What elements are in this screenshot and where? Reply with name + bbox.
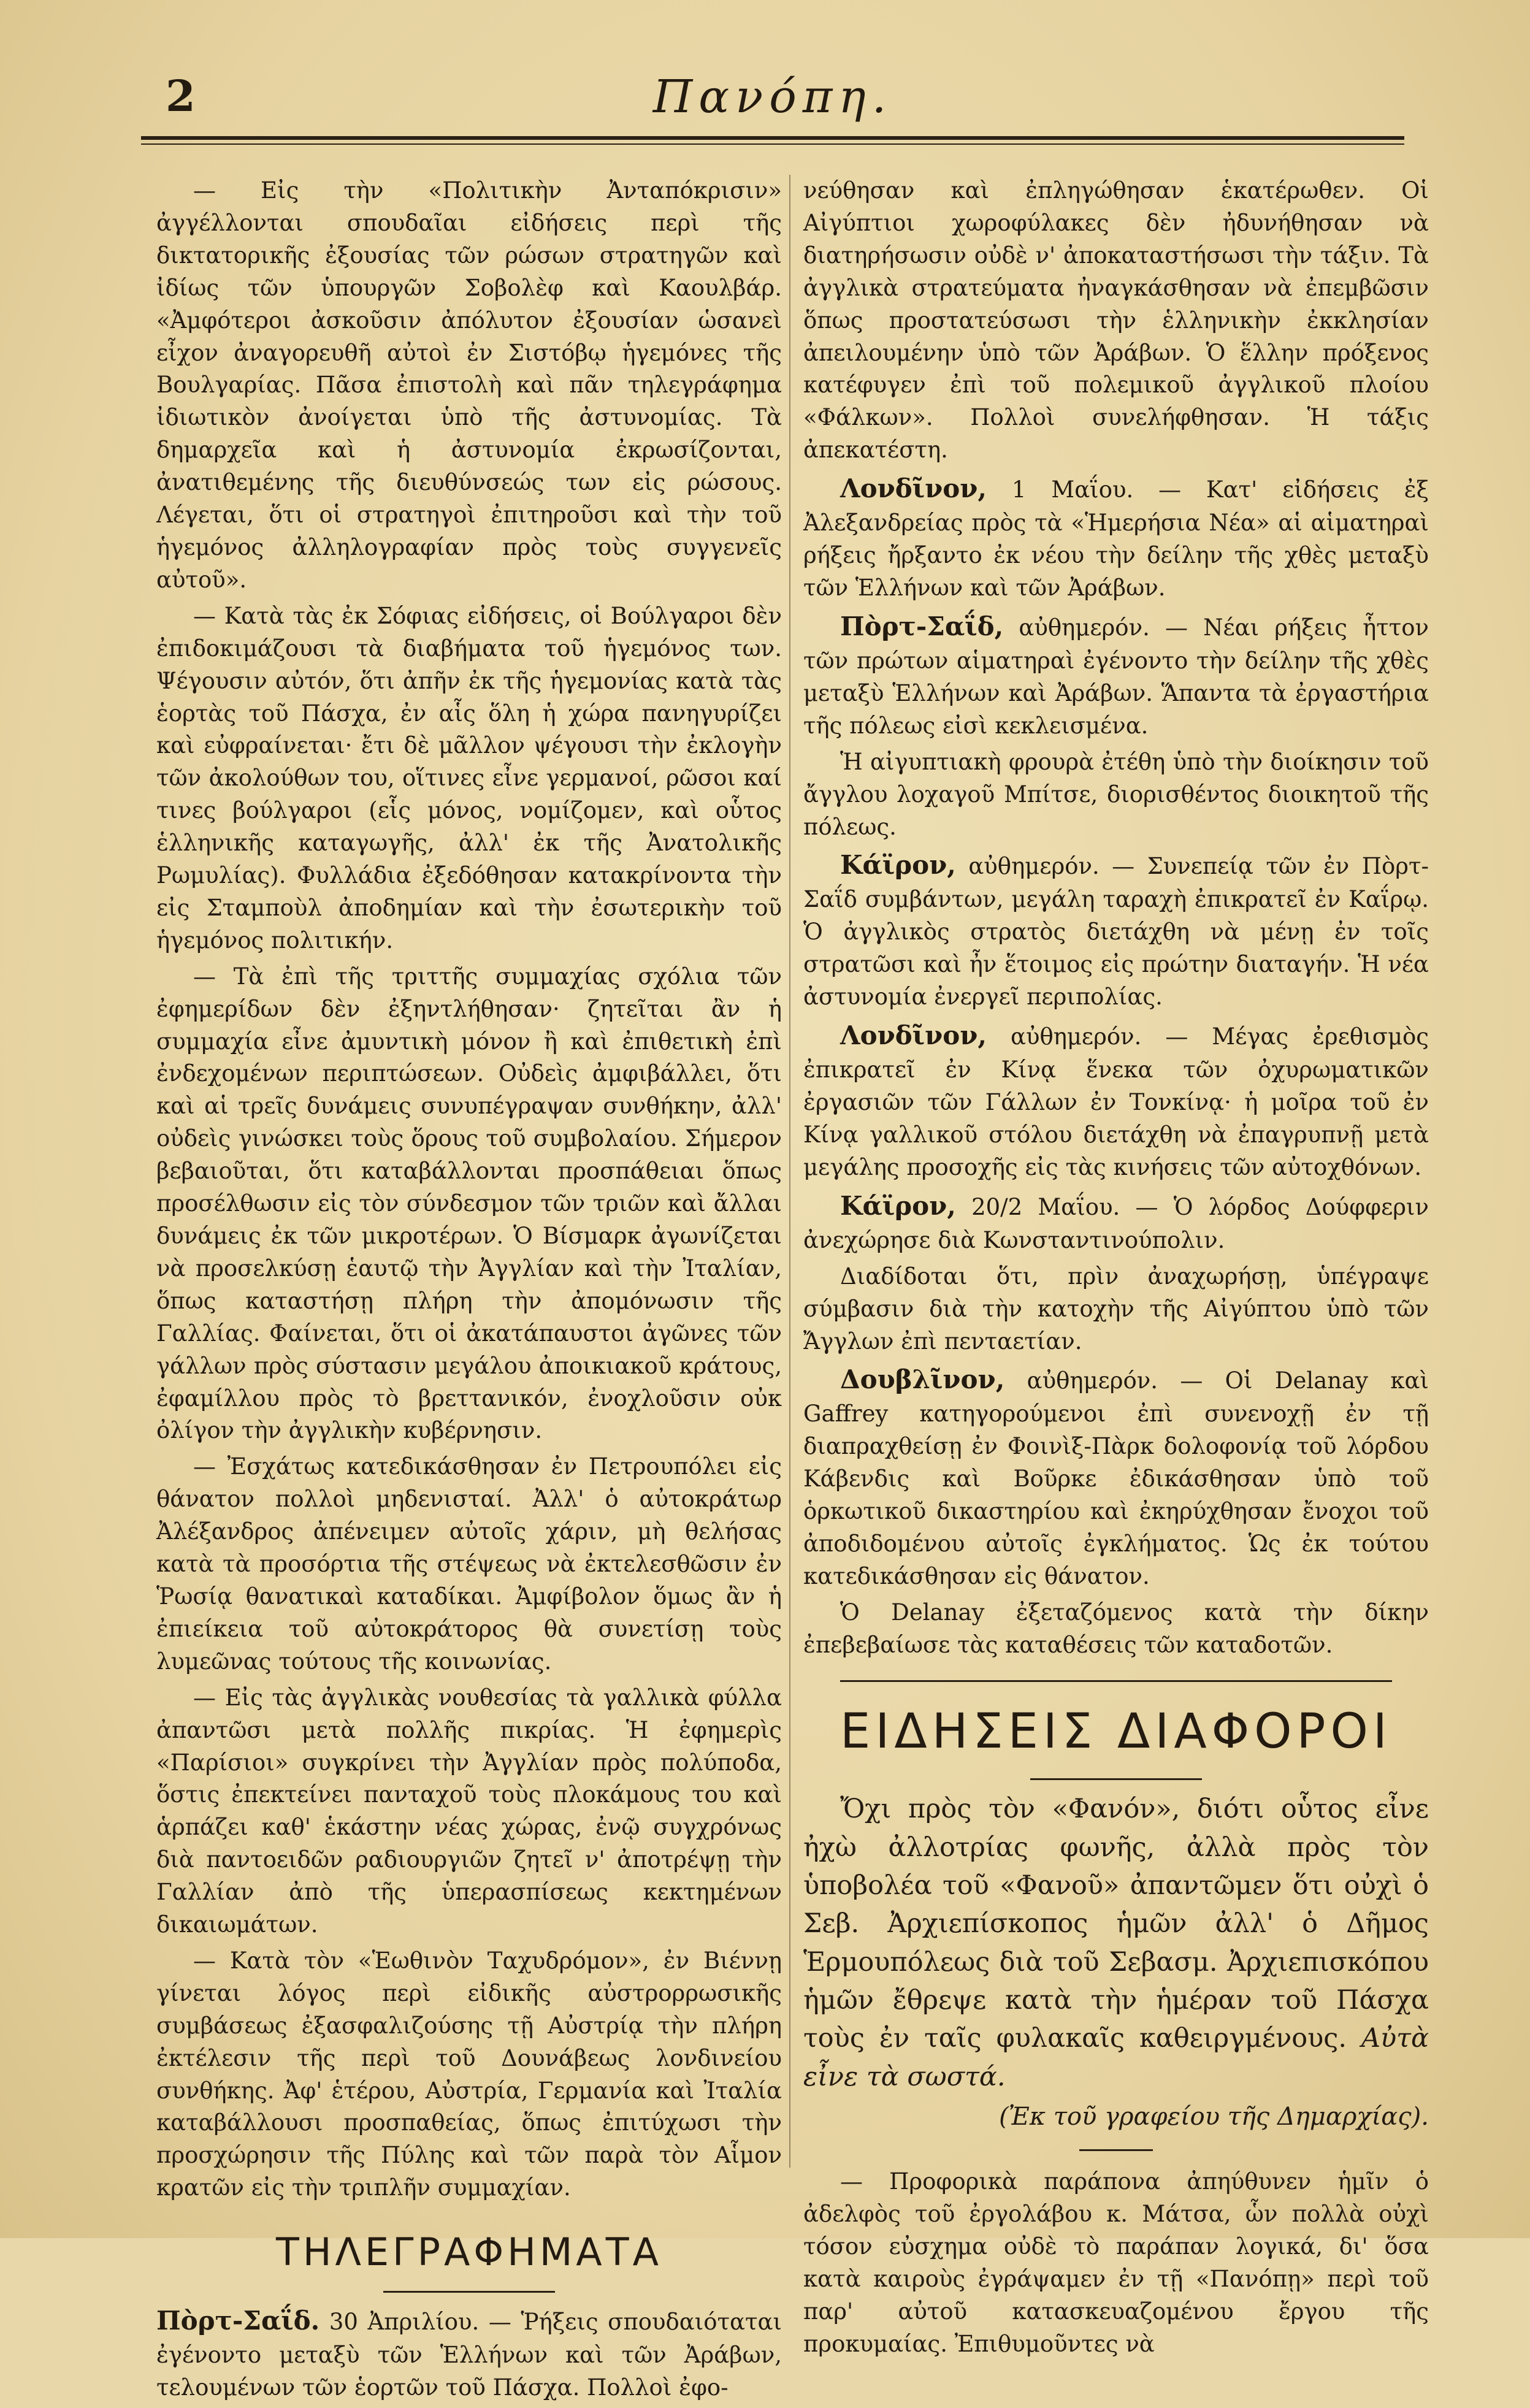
telegram-place: Κάϊρον, (840, 850, 956, 881)
telegram-london-2 (803, 1017, 1429, 1184)
header-rule (141, 136, 1404, 140)
masthead-title: Πανόπη. (652, 71, 893, 123)
article-separator (1079, 2149, 1153, 2151)
telegram-london-1 (803, 470, 1429, 605)
telegram-place: Δουβλῖνον, (840, 1364, 1005, 1395)
diaforoi-heading: ΕΙΔΗΣΕΙΣ ΔΙΑΦΟΡΟΙ (840, 1703, 1392, 1759)
article-petroupolis: — Ἐσχάτως κατεδικάσθησαν ἐν Πετρουπόλει εἰς θάνατον πολλοὶ μηδενισταί. Ἀλλ' ὁ αὐτοκράτωρ Ἀλέξανδρος ἀπένειμεν αὐτοῖς χάριν, μὴ θελήσας κατὰ τὰ προσόρτια τῆς στέψεως νὰ ἐκτελεσθῶσιν ἐν Ῥωσίᾳ θανατικαὶ καταδίκαι. Ἀμφίβολον ὅμως ἂν ἡ ἐπιείκεια τοῦ αὐτοκράτορος θὰ συνετίσῃ τοὺς λυμεῶνας τούτους τῆς κοινωνίας. (156, 1453, 782, 1675)
header-rule-thin (141, 143, 1404, 145)
article-fanos-italic: Αὐτὰ εἶνε τὰ σωστά. (803, 2023, 1429, 2092)
article-alliance: — Τὰ ἐπὶ τῆς τριττῆς συμμαχίας σχόλια τῶν ἐφημερίδων δὲν ἐξηντλήθησαν· ζητεῖται ἂν ἡ συμμαχία εἶνε ἀμυντικὴ μόνον ἢ καὶ ἐπιθετικὴ ἐπὶ ἐνδεχομένων περιπτώσεων. Οὐδεὶς ἀμφιβάλλει, ὅτι καὶ αἱ τρεῖς δυνάμεις συνυπέγραψαν συνθήκην, ἀλλ' οὐδεὶς γινώσκει τοὺς ὅρους τοῦ συμβολαίου. Σήμερον βεβαιοῦται, ὅτι καταβάλλονται προσπάθειαι ὅπως προσέλθωσιν εἰς τὸν σύνδεσμον τῶν τριῶν καὶ ἄλλαι δυνάμεις ἐκ τῶν μικροτέρων. Ὁ Βίσμαρκ ἀγωνίζεται νὰ προσελκύσῃ ἑαυτῷ τὴν Ἀγγλίαν καὶ τὴν Ἰταλίαν, ὅπως καταστήσῃ πλήρη τὴν ἀπομόνωσιν τῆς Γαλλίας. Φαίνεται, ὅτι οἱ ἀκατάπαυστοι ἀγῶνες τῶν γάλλων πρὸς σύστασιν μεγάλου ἀποικιακοῦ κράτους, ἐφαμίλλου πρὸς τὸ βρεττανικόν, ἐνοχλοῦσιν οὐκ ὀλίγον τὴν ἀγγλικὴν κυβέρνησιν. (156, 963, 782, 1444)
telegram-text: 1 Μαΐου. — Κατ' εἰδήσεις ἐξ Ἀλεξανδρείας πρὸς τὰ «Ἡμερήσια Νέα» αἱ αἱματηραὶ ρήξεις ἤρξαντο ἐκ νέου τὴν δείλην τῆς χθὲς μεταξὺ τῶν Ἑλλήνων καὶ τῶν Ἀράβων. (803, 476, 1429, 602)
article-french-papers: — Εἰς τὰς ἀγγλικὰς νουθεσίας τὰ γαλλικὰ φύλλα ἀπαντῶσι μετὰ πολλῆς πικρίας. Ἡ ἐφημερὶς «Παρίσιοι» συγκρίνει τὴν Ἀγγλίαν πρὸς πολύποδα, ὅστις ἐπεκτείνει πανταχοῦ τοὺς πλοκάμους του καὶ ἁρπάζει καθ' ἑκάστην νέας χώρας, ἐνῷ συγχρόνως διὰ παντοειδῶν ραδιουργιῶν ζητεῖ ν' ἀποτρέψῃ τὴν Γαλλίαν ἀπὸ τῆς ὑπερασπίσεως κεκτημένων δικαιωμάτων. (156, 1684, 782, 1938)
telegram-dublin-b: Ὁ Delanay ἐξεταζόμενος κατὰ τὴν δίκην ἐπεβεβαίωσε τὰς καταθέσεις τῶν καταδοτῶν. (803, 1599, 1429, 1658)
telegram-portsaid-1 (156, 2303, 782, 2404)
telegram-cairo-1 (803, 847, 1429, 1014)
article-sofia: — Κατὰ τὰς ἐκ Σόφιας εἰδήσεις, οἱ Βούλγαροι δὲν ἐπιδοκιμάζουσι τὰ διαβήματα τοῦ ἡγεμόνος των. Ψέγουσιν αὐτόν, ὅτι ἀπῆν ἐκ τῆς ἡγεμονίας κατὰ τὰς ἑορτὰς τοῦ Πάσχα, ἐν αἷς ὅλη ἡ χώρα πανηγυρίζει καὶ εὐφραίνεται· ἔτι δὲ μᾶλλον ψέγουσι τὴν ἐκλογὴν τῶν ἀκολούθων του, οἵτινες εἶνε γερμανοί, ρῶσοι καί τινες βούλγαροι (εἷς μόνος, νομίζομεν, καὶ οὗτος ἑλληνικῆς καταγωγῆς, ἀλλ' ἐκ τῆς Ἀνατολικῆς Ρωμυλίας). Φυλλάδια ἐξεδόθησαν κατακρίνοντα τὴν εἰς Σταμποὺλ ἀποδημίαν καὶ τὴν ἐσωτερικὴν τοῦ ἡγεμόνος πολιτικήν. (156, 602, 782, 954)
page-number: 2 (166, 71, 196, 121)
telegrams-heading: ΤΗΛΕΓΡΑΦΗΜΑΤΑ (275, 2230, 663, 2275)
article-fanos-source: (Ἐκ τοῦ γραφείου τῆς Δημαρχίας). (999, 2103, 1429, 2131)
telegram-cairo-2 (803, 1188, 1429, 1257)
telegram-place: Κάϊρον, (840, 1190, 956, 1221)
telegram-cairo-2b: Διαδίδοται ὅτι, πρὶν ἀναχωρήσῃ, ὑπέγραψε σύμβασιν διὰ τὴν κατοχὴν τῆς Αἰγύπτου ὑπὸ τῶν Ἄγγλων ἐπὶ πενταετίαν. (803, 1263, 1429, 1355)
telegram-text: αὐθημερόν. — Μέγας ἐρεθισμὸς ἐπικρατεῖ ἐν Κίνᾳ ἕνεκα τῶν ὀχυρωματικῶν ἐργασιῶν τῶν Γάλλων ἐν Τονκίνᾳ· ἡ μοῖρα τοῦ ἐν Κίνᾳ γαλλικοῦ στόλου διετάχθη νὰ ἐπαγρυπνῇ μετὰ μεγάλης προσοχῆς εἰς τὰς κινήσεις τῶν αὐτοχθόνων. (803, 1023, 1429, 1180)
left-column (156, 175, 782, 2408)
right-column (803, 175, 1429, 2364)
telegram-place: Πὸρτ-Σαΐδ. (156, 2305, 320, 2336)
column-divider (789, 175, 790, 2168)
telegram-portsaid-2 (803, 608, 1429, 743)
telegram-text: αὐθημερόν. — Συνεπείᾳ τῶν ἐν Πὸρτ-Σαΐδ συμβάντων, μεγάλη ταραχὴ ἐπικρατεῖ ἐν Καΐρῳ. Ὁ ἀγγλικὸς στρατὸς διετάχθη νὰ μένῃ ἐν τοῖς στρατῶσι καὶ ἦν ἕτοιμος εἰς πρώτην διαταγήν. Ἡ νέα ἀστυνομία ἐνεργεῖ περιπολίας. (803, 853, 1429, 1011)
telegram-text: αὐθημερόν. — Νέαι ρήξεις ἧττον τῶν πρώτων αἱματηραὶ ἐγένοντο τὴν δείλην τῆς χθὲς μεταξὺ Ἑλλήνων καὶ Ἀράβων. Ἅπαντα τὰ ἐργαστήρια τῆς πόλεως εἰσὶ κεκλεισμένα. (803, 614, 1429, 739)
telegram-text: 30 Ἀπριλίου. — Ῥήξεις σπουδαιόταται ἐγένοντο μεταξὺ τῶν Ἑλλήνων καὶ τῶν Ἀράβων, τελουμένων τῶν ἑορτῶν τοῦ Πάσχα. Πολλοὶ ἐφο- (156, 2308, 782, 2401)
telegram-continuation: νεύθησαν καὶ ἐπληγώθησαν ἑκατέρωθεν. Οἱ Αἰγύπτιοι χωροφύλακες δὲν ἠδυνήθησαν νὰ διατηρήσωσιν οὐδὲ ν' ἀποκαταστήσωσι τὴν τάξιν. Τὰ ἀγγλικὰ στρατεύματα ἠναγκάσθησαν νὰ ἐπεμβῶσιν ὅπως προστατεύσωσι τὴν ἑλληνικὴν ἐκκλησίαν ἀπειλουμένην ὑπὸ τῶν Ἀράβων. Ὁ ἕλλην πρόξενος κατέφυγεν ἐπὶ τοῦ πολεμικοῦ ἀγγλικοῦ πλοίου «Φάλκων». Πολλοὶ συνελήφθησαν. Ἡ τάξις ἀπεκατέστη. (803, 177, 1429, 464)
telegram-text: 20/2 Μαΐου. — Ὁ λόρδος Δούφφεριν ἀνεχώρησε διὰ Κωνσταντινούπολιν. (803, 1193, 1429, 1253)
diaforoi-rule (1030, 1778, 1202, 1780)
telegram-place: Πὸρτ-Σαΐδ, (840, 611, 1004, 641)
article-vienna: — Κατὰ τὸν «Ἑωθινὸν Ταχυδρόμον», ἐν Βιέννῃ γίνεται λόγος περὶ εἰδικῆς αὐστρορρωσικῆς συμβάσεως ἐξασφαλιζούσης τῇ Αὐστρίᾳ τὴν πλήρη ἐκτέλεσιν τῆς περὶ τοῦ Δουνάβεως λονδινείου συνθήκης. Ἀφ' ἑτέρου, Αὐστρία, Γερμανία καὶ Ἰταλία καταβάλλουσι προσπαθείας, ὅπως ἐπιτύχωσι τὴν προσχώρησιν τῆς Πύλης καὶ τῶν παρὰ τὸν Αἷμον κρατῶν εἰς τὴν τριπλῆν συμμαχίαν. (156, 1947, 782, 2201)
telegram-place: Λονδῖνον, (840, 473, 987, 504)
telegrams-rule (383, 2291, 555, 2293)
telegram-text: αὐθημερόν. — Οἱ Delanay καὶ Gaffrey κατηγορούμενοι ἐπὶ συνενοχῇ ἐν τῇ διαπραχθείσῃ ἐν Φοινὶξ-Πὰρκ δολοφονίᾳ τοῦ λόρδου Κάβενδις καὶ Βοῦρκε ἐδικάσθησαν ὑπὸ τοῦ ὁρκωτικοῦ δικαστηρίου καὶ ἐκηρύχθησαν ἔνοχοι τοῦ ἀποδιδομένου αὐτοῖς ἐγκλήματος. Ὡς ἐκ τούτου κατεδικάσθησαν εἰς θάνατον. (803, 1367, 1429, 1589)
article-politiki: — Εἰς τὴν «Πολιτικὴν Ἀνταπόκρισιν» ἀγγέλλονται σπουδαῖαι εἰδήσεις περὶ τῆς δικτατορικῆς ἐξουσίας τῶν ρώσων στρατηγῶν καὶ ἰδίως τῶν ὑπουργῶν Σοβολὲφ καὶ Καουλβάρ. «Ἀμφότεροι ἀσκοῦσιν ἀπόλυτον ἐξουσίαν ὡσανεὶ εἶχον ἀναγορευθῆ αὐτοὶ ἐν Σιστόβῳ ἡγεμόνες τῆς Βουλγαρίας. Πᾶσα ἐπιστολὴ καὶ πᾶν τηλεγράφημα ἰδιωτικὸν ἀνοίγεται ὑπὸ τῆς ἀστυνομίας. Τὰ δημαρχεῖα καὶ ἡ ἀστυνομία ἐκρωσίζονται, ἀνατιθεμένης τῆς διευθύνσεώς των εἰς ρώσους. Λέγεται, ὅτι οἱ στρατηγοὶ ἐπιτηροῦσι καὶ τὴν τοῦ ἡγεμόνος ἀλληλογραφίαν πρὸς τοὺς συγγενεῖς αὐτοῦ». (156, 177, 782, 593)
telegram-portsaid-2b: Ἡ αἰγυπτιακὴ φρουρὰ ἐτέθη ὑπὸ τὴν διοίκησιν τοῦ ἄγγλου λοχαγοῦ Μπίτσε, διορισθέντος διοικητοῦ τῆς πόλεως. (803, 748, 1429, 840)
article-fanos (803, 1790, 1429, 2096)
telegram-place: Λονδῖνον, (840, 1020, 987, 1051)
page-header (141, 71, 1404, 144)
article-fanos-text: Ὄχι πρὸς τὸν «Φανόν», διότι οὗτος εἶνε ἠχὼ ἀλλοτρίας φωνῆς, ἀλλὰ πρὸς τὸν ὑποβολέα τοῦ «Φανοῦ» ἀπαντῶμεν ὅτι οὐχὶ ὁ Σεβ. Ἀρχιεπίσκοπος ἡμῶν ἀλλ' ὁ Δῆμος Ἑρμουπόλεως διὰ τοῦ Σεβασμ. Ἀρχιεπισκόπου ἡμῶν ἔθρεψε κατὰ τὴν ἡμέραν τοῦ Πάσχα τοὺς ἐν ταῖς φυλακαῖς καθειργμένους. (803, 1794, 1429, 2054)
telegram-dublin (803, 1361, 1429, 1592)
article-matsa: — Προφορικὰ παράπονα ἀπηύθυνεν ἡμῖν ὁ ἀδελφὸς τοῦ ἐργολάβου κ. Μάτσα, ὧν πολλὰ οὐχὶ τόσον εὐσχημα οὐδὲ τὸ παράπαν λογικά, δι' ὅσα κατὰ καιροὺς ἐγράψαμεν ἐν τῇ «Πανόπῃ» περὶ τοῦ παρ' αὐτοῦ κατασκευαζομένου ἔργου τῆς προκυμαίας. Ἐπιθυμοῦντες νὰ (803, 2168, 1429, 2357)
diaforoi-rule-top (840, 1680, 1392, 1682)
